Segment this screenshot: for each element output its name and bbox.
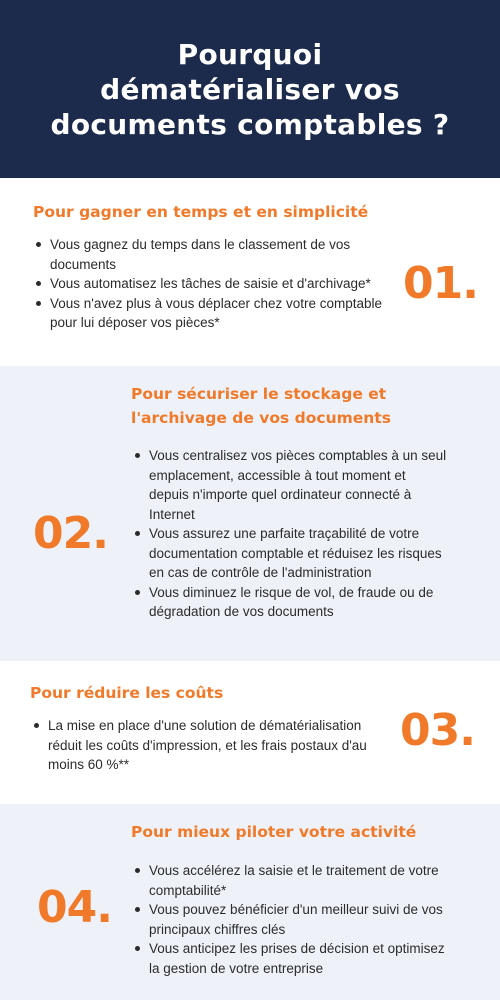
- list-item: Vous diminuez le risque de vol, de fraude ou de dégradation de vos documents: [149, 583, 449, 622]
- list-item: Vous pouvez bénéficier d'un meilleur suivi de vos principaux chiffres clés: [149, 900, 449, 939]
- bullet-list: [32, 716, 388, 775]
- section-number: 01.: [403, 258, 478, 309]
- list-item: La mise en place d'une solution de dématérialisation réduit les coûts d'impression, et les frais postaux d'au moins 60 %**: [48, 716, 388, 775]
- page-title: [51, 37, 450, 142]
- section-time-simplicity: [0, 178, 500, 366]
- section-number: 02.: [33, 508, 108, 559]
- header-banner: [0, 0, 500, 178]
- section-number: 03.: [400, 705, 475, 756]
- page-title-text: Pourquoi dématérialiser vos documents comptables ?: [50, 37, 450, 141]
- section-number: 04.: [37, 882, 112, 933]
- section-manage-activity: [0, 804, 500, 1000]
- section-title: Pour réduire les coûts: [30, 684, 224, 702]
- list-item: Vous gagnez du temps dans le classement de vos documents: [50, 235, 390, 274]
- section-reduce-costs: [0, 661, 500, 804]
- list-item: Vous n'avez plus à vous déplacer chez votre comptable pour lui déposer vos pièces*: [50, 294, 390, 333]
- section-title: Pour sécuriser le stockage et l'archivage de vos documents: [131, 385, 391, 427]
- list-item: Vous anticipez les prises de décision et optimisez la gestion de votre entreprise: [149, 939, 449, 978]
- list-item: Vous centralisez vos pièces comptables à un seul emplacement, accessible à tout moment et depuis n'importe quel ordinateur connecté à Internet: [149, 446, 449, 524]
- list-item: Vous assurez une parfaite traçabilité de votre documentation comptable et réduisez les risques en cas de contrôle de l'administration: [149, 524, 449, 583]
- list-item: Vous automatisez les tâches de saisie et d'archivage*: [50, 274, 390, 294]
- bullet-list: [34, 235, 390, 333]
- section-title: Pour mieux piloter votre activité: [131, 823, 417, 841]
- list-item: Vous accélérez la saisie et le traitement de votre comptabilité*: [149, 861, 449, 900]
- bullet-list: [133, 861, 449, 978]
- bullet-list: [133, 446, 449, 622]
- section-secure-storage: [0, 366, 500, 661]
- section-title: Pour gagner en temps et en simplicité: [33, 203, 369, 221]
